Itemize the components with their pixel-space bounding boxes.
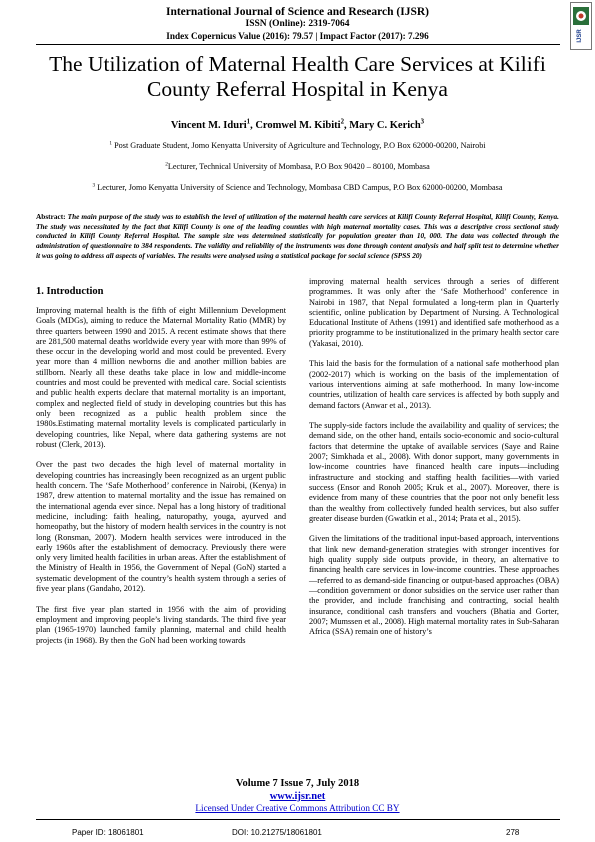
svg-text:IJSR: IJSR — [577, 29, 583, 43]
affiliation-1 — [0, 141, 595, 150]
affiliation-text: Lecturer, Jomo Kenyatta University of Science and Technology, Mombasa CBD Campus, P.O Box 62000-00200, Mombasa — [95, 183, 503, 192]
left-column — [36, 286, 286, 656]
author-line — [0, 120, 595, 131]
body-paragraph: This laid the basis for the formulation of a national safe motherhood plan (2002-2017) which is working on the basis of the implementation of various interventions aiming at safe motherhood. In many low-income countries, utilization of health care services is affected by both supply and demand factors (Anwar et al., 2013). — [309, 359, 559, 410]
paper-title: The Utilization of Maternal Health Care Services at Kilifi County Referral Hospital in Kenya — [49, 52, 546, 101]
author-sup: 1 — [246, 118, 251, 126]
journal-logo-icon — [571, 3, 591, 49]
author-sup: 2 — [340, 118, 344, 126]
header-rule — [36, 44, 560, 45]
affiliation-sup: 1 — [109, 140, 113, 147]
affiliation-text: Lecturer, Technical University of Mombasa, P.O Box 90420 – 80100, Mombasa — [167, 162, 430, 171]
body-paragraph: The supply-side factors include the availability and quality of services; the demand side, on the other hand, entails socio-economic and socio-cultural factors that determine the uptake of available services (Saye and Raine 2007; Simkhada et al., 2008). With donor support, many governments in low-income countries have financed health care inputs—including infrastructure and stocking and staffing health facilities—with varied success (Ensor and Ronoh 2005; Kruk et al., 2007). Moreover, there is evidence from many of these countries that the poor not only benefit less than the wealthy from collectively funded health services, but also suffer greater disease burden (Gwatkin et al., 2014; Prata et al., 2015). — [309, 421, 559, 523]
abstract-text: The main purpose of the study was to establish the level of utilization of the maternal health care services at Kilifi County Referral Hospital, Kilifi County, Kenya. The study was necessitated by the fact that Kilifi County is one of the leading counties with high maternal mortality cases. This was a descriptive cross sectional study conducted in Kilifi County Referral Hospital. The sample size was determined statistically for population greater than 10, 000. The data was collected through the administration of questionnaire to 384 respondents. The validity and reliability of the instruments was done through content analysis and half split test to determine whether it was going to address all aspects of variables. The results were analysed using a statistical package for social science (SPSS 20) — [36, 212, 559, 260]
affiliation-3 — [0, 183, 595, 192]
affiliation-text: Post Graduate Student, Jomo Kenyatta University of Agriculture and Technology, P.O Box 62000-00200, Nairobi — [112, 141, 486, 150]
journal-name: International Journal of Science and Research (IJSR) — [165, 6, 429, 18]
author-sup: 3 — [420, 118, 425, 126]
abstract-label: Abstract: — [36, 212, 66, 221]
footer-rule — [36, 819, 560, 820]
author-sep: , — [343, 120, 350, 131]
abstract — [36, 212, 559, 261]
author-name: Mary C. Kerich — [349, 120, 421, 131]
footer-volume: Volume 7 Issue 7, July 2018 — [235, 778, 360, 789]
body-paragraph: Given the limitations of the traditional input-based approach, interventions that link new demand-generation strategies with stronger incentives for high quality supply side outputs provide, in theory, an alternative to financing health care services in low-income countries. These approaches—referred to as demand-side financing or output-based approaches (OBA)—condition government or donor subsidies on the service user rather than the provider, and include franchising and contracting, social health insurance, conditional cash transfers and vouchers (Bhatia and Gorter, 2007; Mumssen et al., 2008). High maternal mortality rates in Sub-Saharan Africa (SSA) remain one of history’s — [309, 534, 560, 637]
journal-logo — [570, 2, 592, 50]
body-paragraph: The first five year plan started in 1956 with the aim of providing employment and improving people’s living standards. The third five year plan (1965-1970) launched family planning, maternal and child health projects (in 1968). By then the GoN had been working towards — [36, 604, 286, 645]
body-paragraph: Improving maternal health is the fifth of eight Millennium Development Goals (MDGs), aiming to reduce the Maternal Mortality Ratio (MMR) by three quarters between 1990 and 2015. A recent estimate shows that there are 281,500 maternal deaths worldwide every year with more than 99% of these occur in the developing world and most could be prevented. Every year more than 4 million newborns die and another million babies are stillborn. Nearly all these deaths take place in low and middle-income countries and most could be prevented with medical care. Social scientists and public health experts declare that maternal mortality is an important, complex and neglected field of study in developing countries but this has only been recognized as a public health problem since the 1980s.Estimating maternal mortality levels is complicated particularly in developing countries, like Nepal, where data gathering systems are not robust (Clerk, 2013). — [36, 306, 286, 449]
journal-index: Index Copernicus Value (2016): 79.57 | Impact Factor (2017): 7.296 — [166, 31, 429, 41]
body-paragraph: Over the past two decades the high level of maternal mortality in developing countries has increasingly been recognized as an urgent public health concern. The ‘Safe Motherhood’ conference in Nairobi, (Kenya) in 1987, drew attention to maternal mortality and the issue has remained on the international agenda ever since. Nepal has a long history of traditional medicine, including: faith healing, naturopathy, youga, ayurved and homeopathy, but the history of modern health services in the country is not long (Ronsman, 2007). Modern health services were introduced in the early 1960s after the establishment of democracy. Previously there were only very limited health facilities in urban areas. After the establishment of the Ministry of Health in 1956, the Government of Nepal (GoN) started a systematic development of the country’s health system through a series of five year plans (Gandaho, 2012). — [36, 460, 286, 594]
footer-site-link[interactable]: www.ijsr.net — [269, 791, 326, 802]
body-paragraph: improving maternal health services through a series of different programmes. It was only after the ‘Safe Motherhood’ conference in Nairobi in 1987, that Nepal formulated a long-term plan in Quarterly scientific, online publication by Department of Nursing. A Technological Educational Institute of Athens (1991) and identified safe motherhood as a priority programme to be institutionalized in the primary health sector care (Yakasai, 2010). — [309, 277, 559, 348]
paper-id: Paper ID: 18061801 — [72, 828, 144, 837]
affiliation-sup: 2 — [165, 161, 168, 168]
affiliation-2 — [0, 162, 595, 171]
footer-license-link[interactable]: Licensed Under Creative Commons Attribution CC BY — [195, 803, 400, 813]
affiliation-sup: 3 — [92, 182, 96, 189]
paper-doi: DOI: 10.21275/18061801 — [232, 828, 322, 837]
author-sep: , — [250, 120, 256, 131]
author-name: Vincent M. Iduri — [170, 120, 247, 131]
section-heading: 1. Introduction — [36, 286, 104, 297]
author-name: Cromwel M. Kibiti — [255, 120, 341, 131]
journal-issn: ISSN (Online): 2319-7064 — [245, 19, 350, 29]
page-number: 278 — [506, 828, 520, 837]
right-column — [309, 277, 559, 648]
